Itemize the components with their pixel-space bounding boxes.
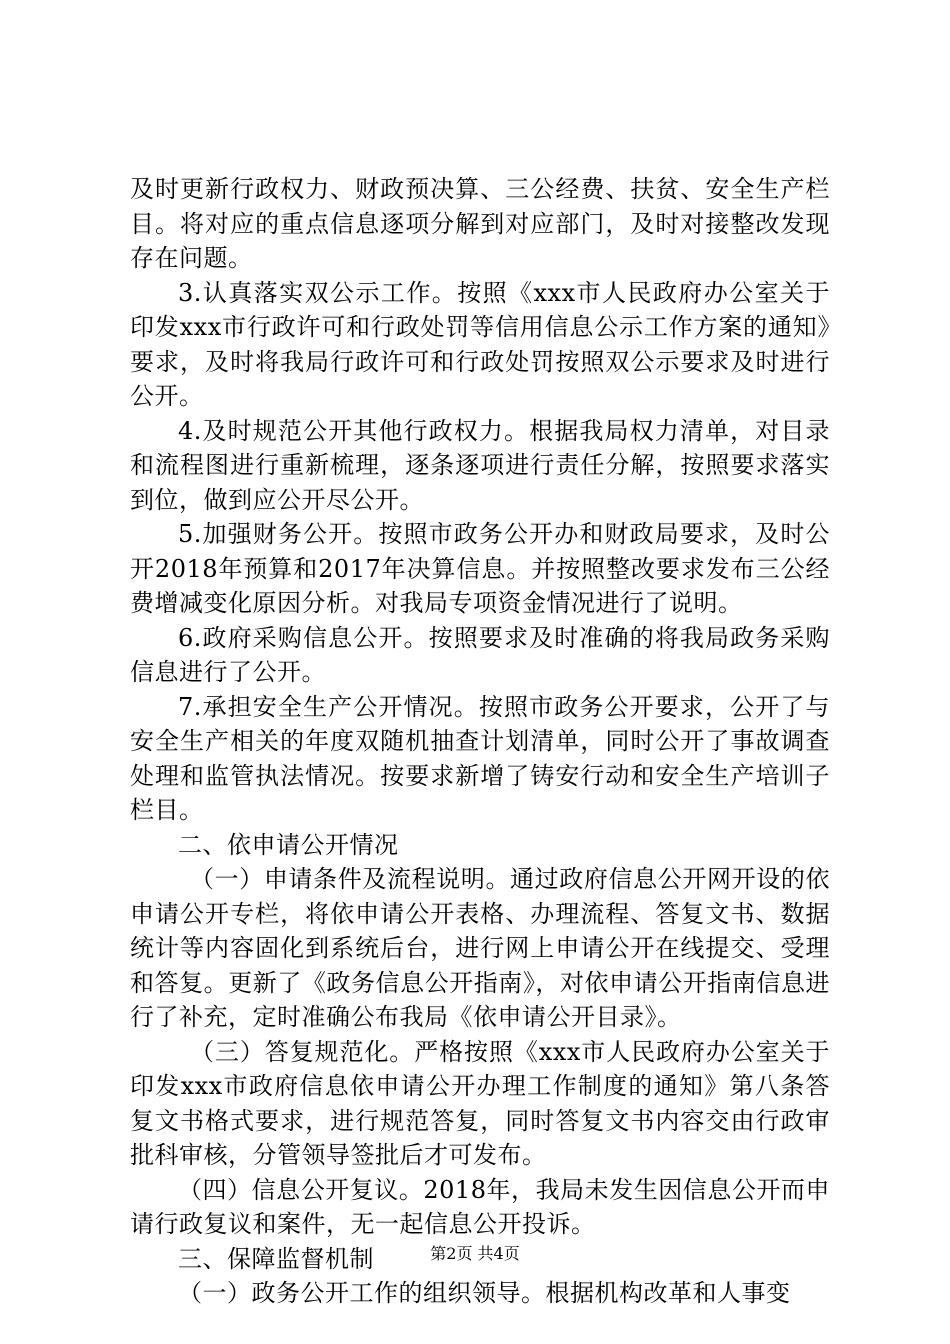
paragraph-sub-1: （一）申请条件及流程说明。通过政府信息公开网开设的依申请公开专栏，将依申请公开表格、办理流程、答复文书、数据统计等内容固化到系统后台，进行网上申请公开在线提交、受理和答复。更新了《政务信息公开指南》，对依申请公开指南信息进行了补充，定时准确公布我局《依申请公开目录》。: [130, 865, 830, 1031]
document-body: [130, 172, 830, 1311]
paragraph-sub-4: （四）信息公开复议。2018年，我局未发生因信息公开而申请行政复议和案件，无一起信息公开投诉。: [130, 1175, 830, 1238]
paragraph-sub-3: （三）答复规范化。严格按照《xxx市人民政府办公室关于印发xxx市政府信息依申请公开办理工作制度的通知》第八条答复文书格式要求，进行规范答复，同时答复文书内容交由行政审批科审核，分管领导签批后才可发布。: [130, 1037, 830, 1169]
paragraph-item-7: 7.承担安全生产公开情况。按照市政务公开要求，公开了与安全生产相关的年度双随机抽查计划清单，同时公开了事故调查处理和监管执法情况。按要求新增了铸安行动和安全生产培训子栏目。: [130, 692, 830, 824]
paragraph-item-6: 6.政府采购信息公开。按照要求及时准确的将我局政务采购信息进行了公开。: [130, 623, 830, 686]
paragraph-sub-1-org: （一）政务公开工作的组织领导。根据机构改革和人事变: [178, 1279, 791, 1307]
section-heading-2: 二、依申请公开情况: [178, 830, 399, 859]
section-heading-3: 三、保障监督机制: [178, 1244, 374, 1273]
paragraph-item-4: 4.及时规范公开其他行政权力。根据我局权力清单，对目录和流程图进行重新梳理，逐条逐项进行责任分解，按照要求落实到位，做到应公开尽公开。: [130, 416, 830, 514]
paragraph-item-5: 5.加强财务公开。按照市政务公开办和财政局要求，及时公开2018年预算和2017年决算信息。并按照整改要求发布三公经费增减变化原因分析。对我局专项资金情况进行了说明。: [130, 520, 830, 617]
paragraph-continuation: 及时更新行政权力、财政预决算、三公经费、扶贫、安全生产栏目。将对应的重点信息逐项分解到对应部门，及时对接整改发现存在问题。: [130, 175, 830, 272]
page-footer: 第2页 共4页: [430, 1244, 520, 1263]
paragraph-item-3: 3.认真落实双公示工作。按照《xxx市人民政府办公室关于印发xxx市行政许可和行政处罚等信用信息公示工作方案的通知》要求，及时将我局行政许可和行政处罚按照双公示要求及时进行公开。: [130, 278, 830, 410]
